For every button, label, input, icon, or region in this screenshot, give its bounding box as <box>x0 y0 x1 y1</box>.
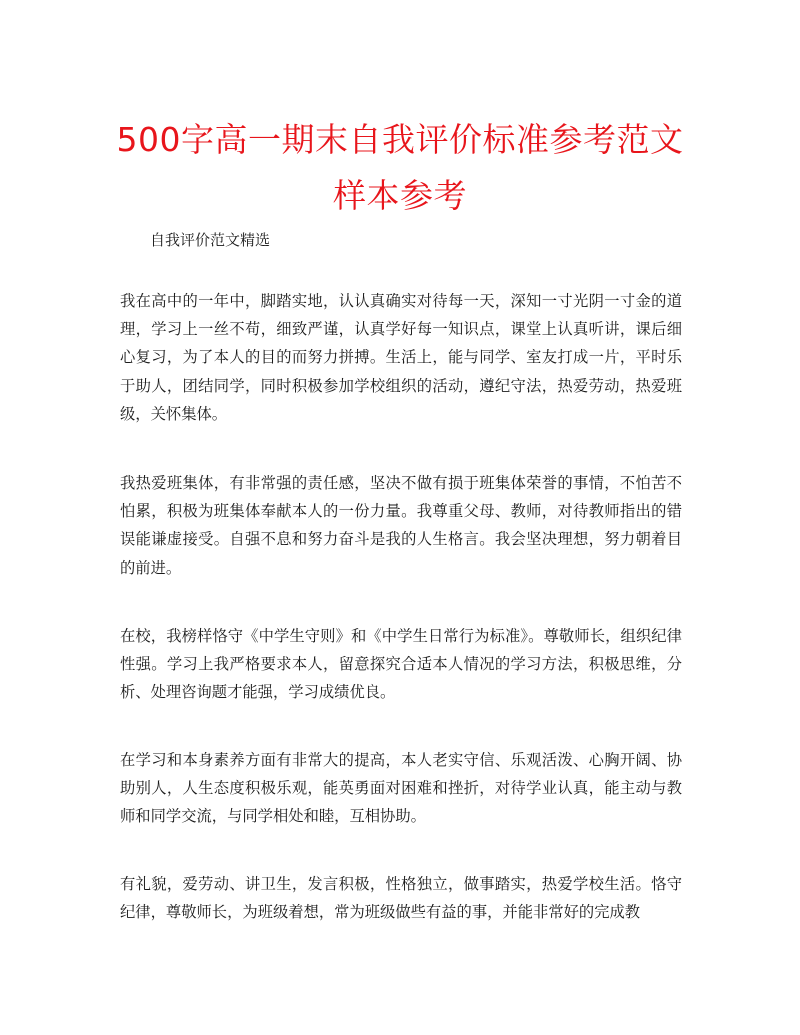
paragraph: 有礼貌，爱劳动、讲卫生，发言积极，性格独立，做事踏实，热爱学校生活。恪守纪律，尊敬师长，为班级着想，常为班级做些有益的事，并能非常好的完成教 <box>120 875 682 922</box>
paragraph: 我在高中的一年中，脚踏实地，认认真确实对待每一天，深知一寸光阴一寸金的道理，学习上一丝不苟，细致严谨，认真学好每一知识点，课堂上认真听讲，课后细心复习，为了本人的目的而努力拼搏。生活上，能与同学、室友打成一片，平时乐于助人，团结同学，同时积极参加学校组织的活动，遵纪守法，热爱劳动，热爱班级，关怀集体。 <box>120 292 682 423</box>
document-title: 500字高一期末自我评价标准参考范文样本参考 <box>116 120 684 215</box>
paragraph: 我热爱班集体，有非常强的责任感，坚决不做有损于班集体荣誉的事情，不怕苦不怕累，积极为班集体奉献本人的一份力量。我尊重父母、教师，对待教师指出的错误能谦虚接受。自强不息和努力奋斗是我的人生格言。我会坚决理想，努力朝着目的前进。 <box>120 474 682 577</box>
document-subtitle: 自我评价范文精选 <box>150 231 271 249</box>
paragraph: 在校，我榜样恪守《中学生守则》和《中学生日常行为标准》。尊敬师长，组织纪律性强。学习上我严格要求本人，留意探究合适本人情况的学习方法，积极思维，分析、处理咨询题才能强，学习成绩优良。 <box>120 627 682 702</box>
paragraph: 在学习和本身素养方面有非常大的提高，本人老实守信、乐观活泼、心胸开阔、协助别人，人生态度积极乐观，能英勇面对困难和挫折，对待学业认真，能主动与教师和同学交流，与同学相处和睦，互相协助。 <box>120 751 682 826</box>
